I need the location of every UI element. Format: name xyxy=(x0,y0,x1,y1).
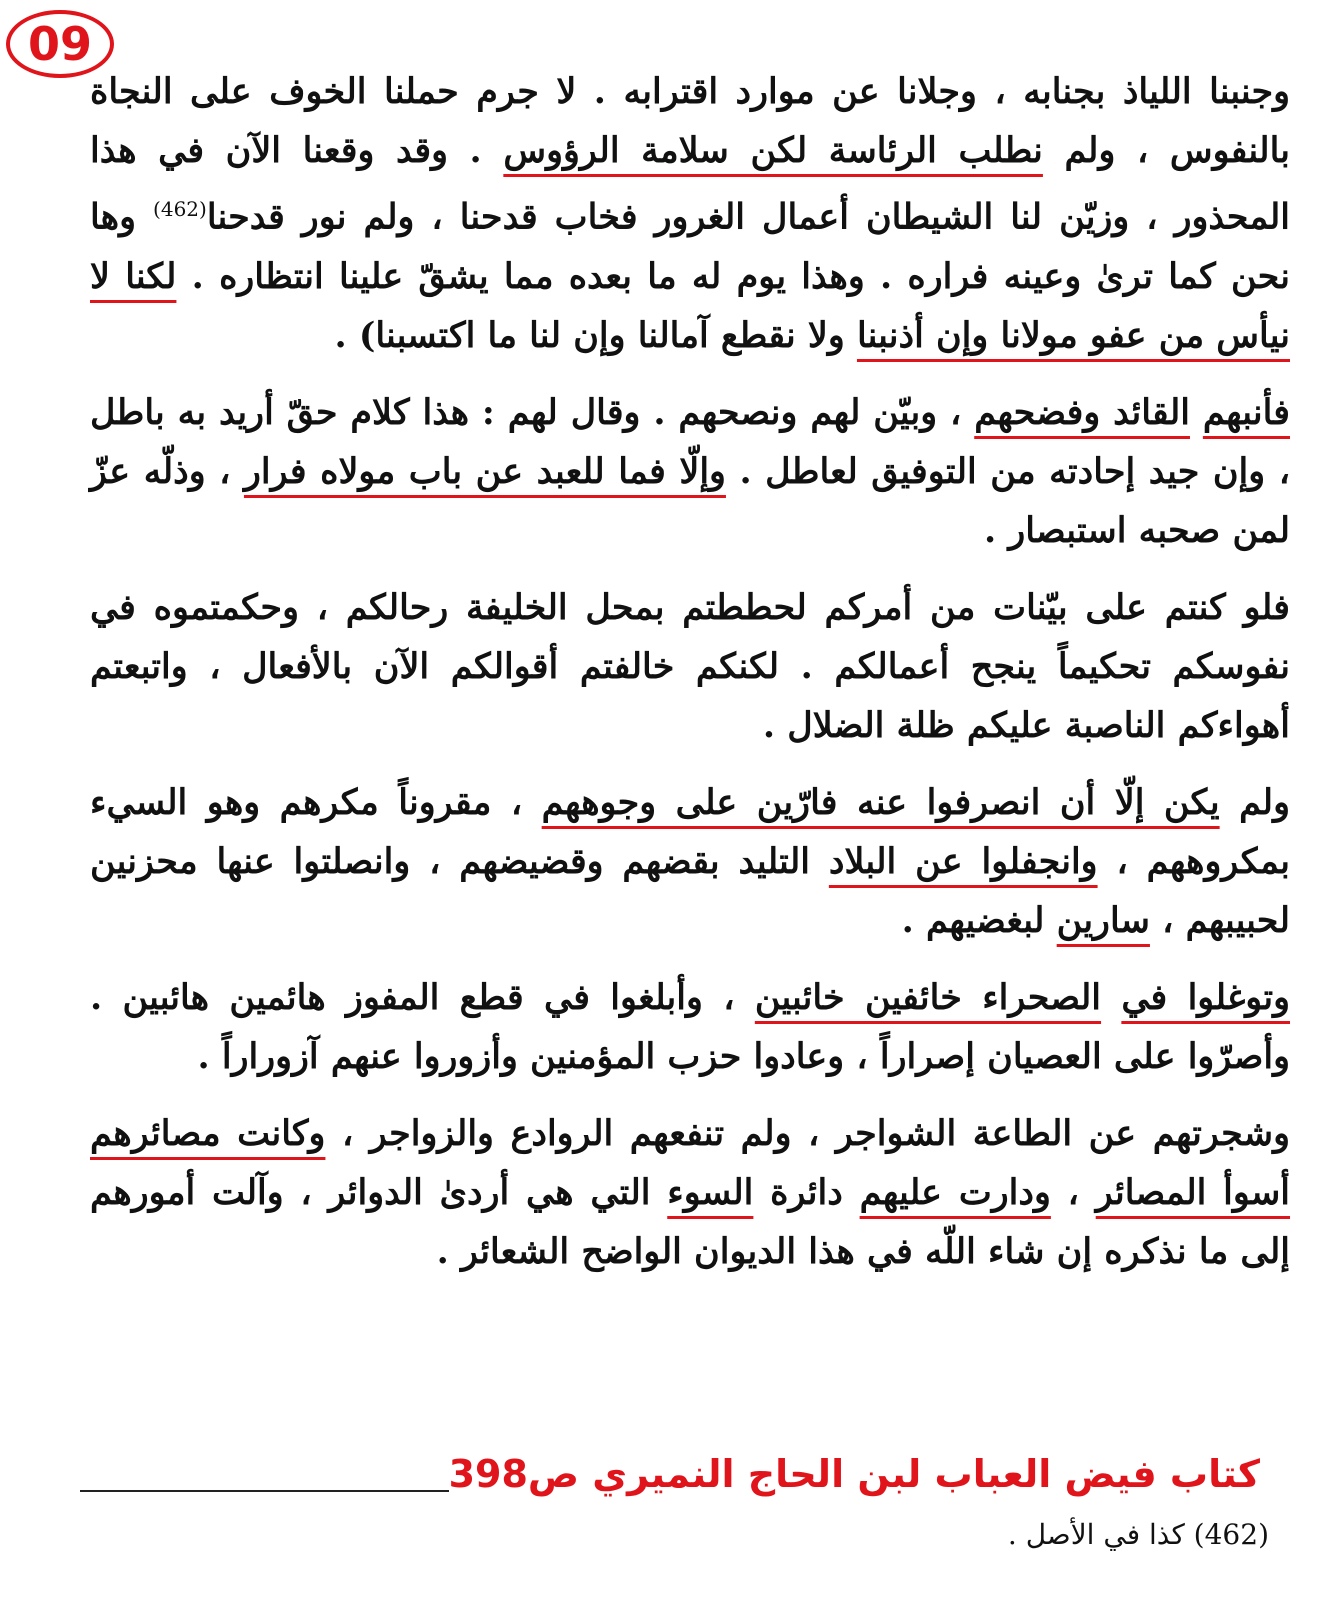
paragraph xyxy=(90,578,1290,755)
text-run: ، مقروناً مكرهم وهو السيء بمكروههم ، xyxy=(90,781,1291,882)
paragraph xyxy=(90,1104,1290,1281)
footnote: (462) كذا في الأصل . xyxy=(1007,1518,1269,1551)
text-run: وها نحن كما ترىٰ وعينه فراره . وهذا يوم له ما بعده مما يشقّ علينا انتظاره . xyxy=(90,196,1290,297)
text-run xyxy=(1190,392,1203,433)
paragraph xyxy=(90,383,1290,560)
underlined-phrase: الصحراء خائفين خائبين xyxy=(754,976,1102,1018)
source-caption xyxy=(80,1446,1260,1502)
document-body xyxy=(90,62,1290,1299)
source-caption-text: كتاب فيض العباب لبن الحاج النميري ص398 xyxy=(448,1452,1260,1496)
text-run: ولم xyxy=(1219,781,1290,823)
underlined-phrase: ودارت عليهم xyxy=(859,1171,1051,1213)
paragraph xyxy=(90,62,1290,365)
text-run: وشجرتهم عن الطاعة الشواجر ، ولم تنفعهم الروادع والزواجر ، xyxy=(325,1112,1290,1154)
text-run: ، وأبلغوا في قطع المفوز هائمين هائبين . وأصرّوا على العصيان إصراراً ، وعادوا حزب المؤمنين وأزوروا عنهم آزوراراً . xyxy=(90,976,1290,1077)
page-number-label: 09 xyxy=(27,17,92,71)
underlined-phrase: وانجفلوا عن البلاد xyxy=(828,840,1098,882)
underlined-phrase: سارين xyxy=(1056,899,1150,941)
underlined-phrase: وتوغلوا في xyxy=(1121,976,1290,1018)
underlined-phrase: القائد وفضحهم xyxy=(974,391,1190,433)
underlined-phrase: يكن إلّا أن انصرفوا عنه فارّين على وجوههم xyxy=(541,781,1220,823)
text-run: وجنبنا اللياذ بجنابه ، وجلانا عن موارد اقترابه . لا جرم حملنا الخوف على النجاة بالنفوس ، ولم xyxy=(90,71,1291,171)
paragraph xyxy=(90,968,1290,1086)
footnote-marker: (462) xyxy=(153,197,207,221)
text-run: ولا نقطع آمالنا وإن لنا ما اكتسبنا) . xyxy=(334,314,857,356)
text-run: لبغضيهم . xyxy=(901,899,1057,941)
text-run: التليد بقضهم وقضيضهم ، وانصلتوا عنها محزنين لحبيبهم ، xyxy=(90,840,1290,941)
underlined-phrase: نطلب الرئاسة لكن سلامة الرؤوس xyxy=(503,130,1043,171)
underlined-phrase: فأنبهم xyxy=(1202,391,1290,433)
text-run: ، وبيّن لهم ونصحهم . وقال لهم : هذا كلام حقّ أريد به باطل ، وإن جيد إحادته من التوفيق لعاطل . xyxy=(90,391,1290,492)
text-run: ، وذلّه عزّ لمن صحبه استبصار . xyxy=(90,450,1290,551)
text-run: التي هي أردىٰ الدوائر ، وآلت أمورهم إلى ما نذكره إن شاء اللّه في هذا الديوان الواضح الشعائر . xyxy=(90,1171,1290,1272)
underlined-phrase: السوء xyxy=(667,1171,754,1213)
underlined-phrase: وإلّا فما للعبد عن باب مولاه فرار xyxy=(243,450,726,492)
text-run: فلو كنتم على بيّنات من أمركم لحططتم بمحل الخليفة رحالكم ، وحكمتموه في نفوسكم تحكيماً ينجح أعمالكم . لكنكم خالفتم أقوالكم الآن بالأفعال ، واتبعتم أهواءكم الناصبة عليكم ظلة الضلال . xyxy=(90,586,1290,746)
text-run: دائرة xyxy=(753,1171,860,1213)
text-run xyxy=(1101,977,1121,1018)
caption-divider xyxy=(80,1490,449,1492)
underlined-phrase: وكانت مصائرهم أسوأ المصائر xyxy=(90,1112,1291,1213)
underlined-phrase: لكنا لا نيأس من عفو مولانا وإن أذنبنا xyxy=(90,255,1290,356)
text-run: ، xyxy=(1050,1171,1096,1213)
paragraph xyxy=(90,773,1290,950)
text-run: . وقد وقعنا الآن في هذا المحذور ، وزيّن لنا الشيطان أعمال الغرور فخاب قدحنا ، ولم نور قدحنا xyxy=(90,130,1290,238)
